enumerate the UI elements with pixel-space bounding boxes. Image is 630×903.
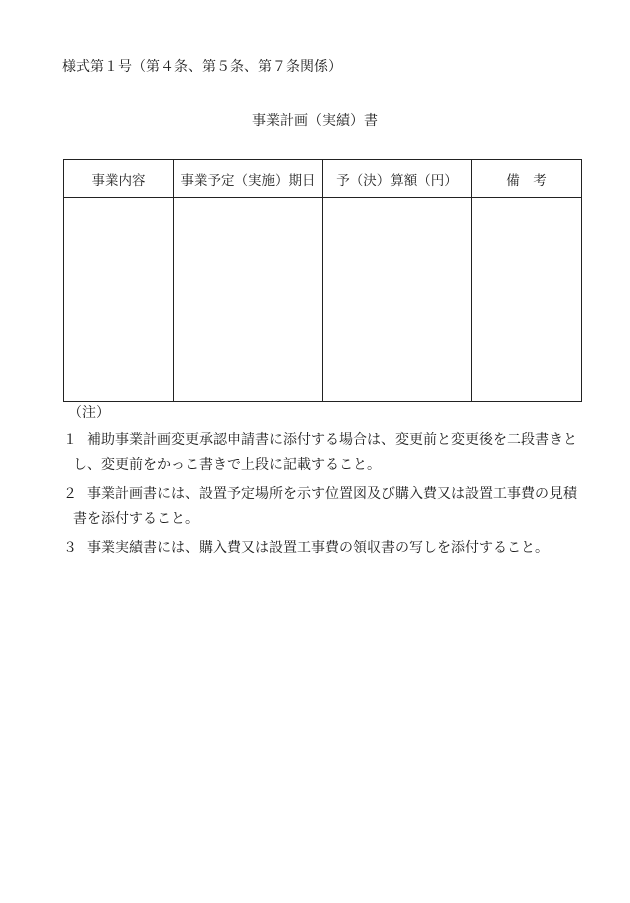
header-content: 事業内容 <box>64 160 174 198</box>
note-number: ２ <box>63 486 77 502</box>
table-row <box>64 198 582 402</box>
note-text: 事業計画書には、設置予定場所を示す位置図及び購入費又は設置工事費の見積 <box>87 486 577 502</box>
note-item <box>63 482 583 532</box>
form-number: 様式第１号（第４条、第５条、第７条関係） <box>62 59 342 75</box>
document-title: 事業計画（実績）書 <box>252 113 378 129</box>
note-number: １ <box>63 432 77 448</box>
note-number: ３ <box>63 540 77 556</box>
note-text-continued: し、変更前をかっこ書きで上段に記載すること。 <box>73 457 381 473</box>
header-remarks: 備 考 <box>472 160 582 198</box>
cell-remarks[interactable] <box>472 198 582 402</box>
note-item <box>63 428 583 478</box>
cell-content[interactable] <box>64 198 174 402</box>
note-text: 補助事業計画変更承認申請書に添付する場合は、変更前と変更後を二段書きと <box>87 432 577 448</box>
plan-table <box>63 159 582 402</box>
note-text: 事業実績書には、購入費又は設置工事費の領収書の写しを添付すること。 <box>87 540 549 556</box>
cell-scheduled-date[interactable] <box>174 198 323 402</box>
note-item <box>63 536 583 561</box>
table-header-row <box>64 160 582 198</box>
notes-heading: （注） <box>68 405 110 421</box>
note-text-continued: 書を添付すること。 <box>73 511 199 527</box>
header-budget-amount: 予（決）算額（円） <box>323 160 472 198</box>
header-scheduled-date: 事業予定（実施）期日 <box>174 160 323 198</box>
cell-budget-amount[interactable] <box>323 198 472 402</box>
